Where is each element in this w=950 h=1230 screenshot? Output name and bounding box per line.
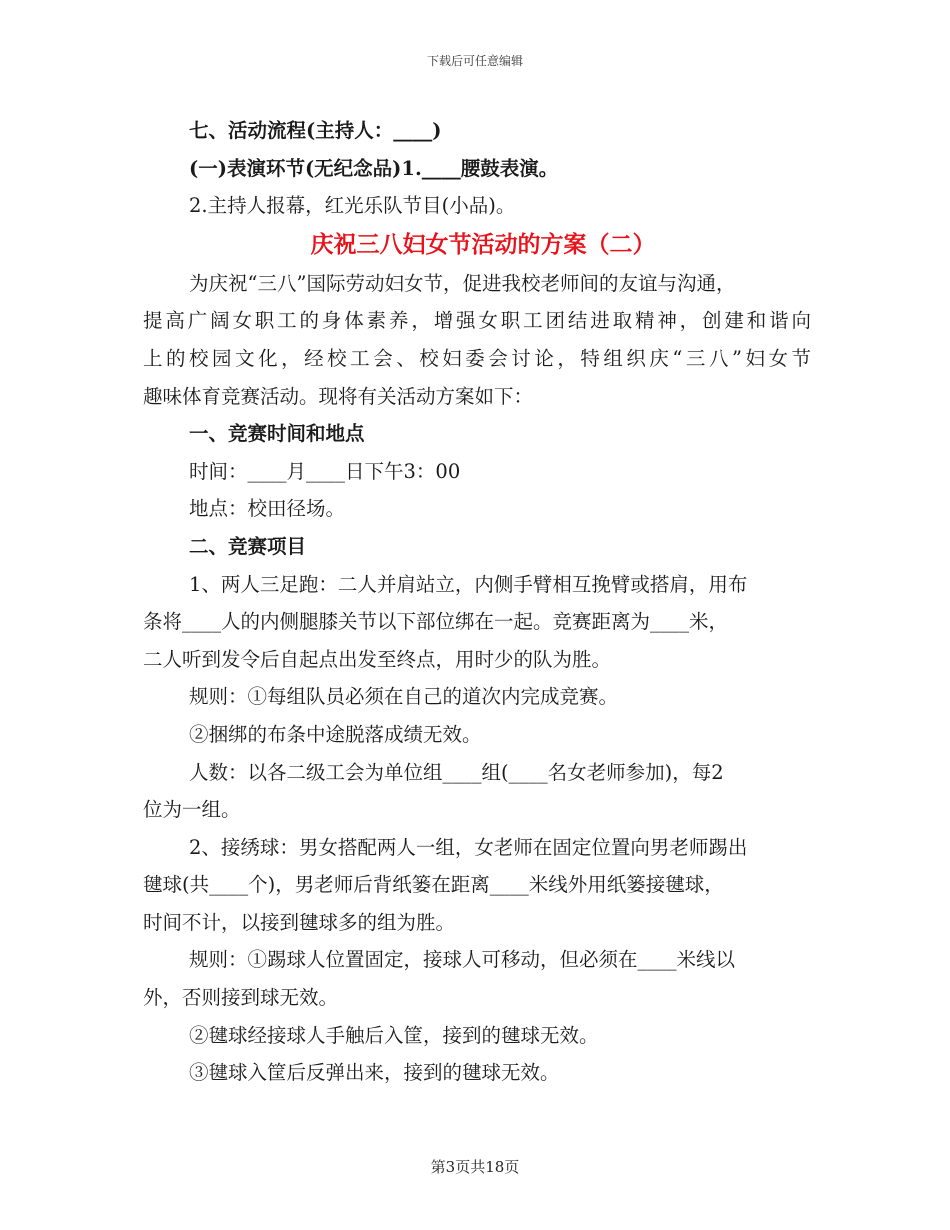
item1-line-2: 条将____人的内侧腿膝关节以下部位绑在一起。竞赛距离为____米， — [143, 610, 729, 634]
item2-line-3: 时间不计，以接到毽球多的组为胜。 — [143, 910, 456, 934]
item2-rule-3: ③毽球入筐后反弹出来，接到的毽球无效。 — [189, 1061, 560, 1085]
item1-people-line-2: 位为一组。 — [143, 798, 241, 822]
item2-line-1: 2、接绣球：男女搭配两人一组，女老师在固定位置向男老师踢出 — [189, 835, 748, 859]
item1-rule-1: 规则：①每组队员必须在自己的道次内完成竞赛。 — [189, 685, 619, 709]
part1-time: 时间：____月____日下午3：00 — [189, 459, 461, 483]
part1-place: 地点：校田径场。 — [189, 497, 346, 521]
intro-line-1: 为庆祝“三八”国际劳动妇女节，促进我校老师间的友谊与沟通， — [189, 271, 736, 295]
document-title: 庆祝三八妇女节活动的方案（二） — [310, 230, 656, 258]
item2-rule-1-line-2: 外，否则接到球无效。 — [143, 986, 339, 1010]
page-footer: 第3页共18页 — [430, 1158, 520, 1176]
part2-heading: 二、竞赛项目 — [189, 534, 307, 558]
intro-line-3: 上的校园文化，经校工会、校妇委会讨论，特组织庆“三八”妇女节 — [143, 346, 811, 370]
section7-performance: (一)表演环节(无纪念品)1.____腰鼓表演。 — [189, 156, 559, 180]
item2-line-2: 毽球(共____个)，男老师后背纸篓在距离____米线外用纸篓接毽球， — [143, 873, 724, 897]
intro-line-2: 提高广阔女职工的身体素养，增强女职工团结进取精神，创建和谐向 — [143, 309, 811, 333]
item2-rule-2: ②毽球经接球人手触后入筐，接到的毽球无效。 — [189, 1023, 599, 1047]
item2-rule-1-line-1: 规则：①踢球人位置固定，接球人可移动，但必须在____米线以 — [189, 948, 736, 972]
page-header: 下载后可任意编辑 — [426, 54, 523, 68]
section7-item2: 2.主持人报幕，红光乐队节目(小品)。 — [189, 194, 516, 218]
part1-heading: 一、竞赛时间和地点 — [189, 422, 365, 446]
intro-line-4: 趣味体育竞赛活动。现将有关活动方案如下： — [143, 384, 534, 408]
item1-people-line-1: 人数：以各二级工会为单位组____组(____名女老师参加)，每2 — [189, 760, 724, 784]
item1-line-1: 1、两人三足跑：二人并肩站立，内侧手臂相互挽臂或搭肩，用布 — [189, 572, 748, 596]
item1-rule-2: ②捆绑的布条中途脱落成绩无效。 — [189, 722, 482, 746]
document-body — [143, 112, 811, 1092]
section7-title: 七、活动流程(主持人：____) — [189, 119, 442, 142]
item1-line-3: 二人听到发令后自起点出发至终点，用时少的队为胜。 — [143, 647, 612, 671]
